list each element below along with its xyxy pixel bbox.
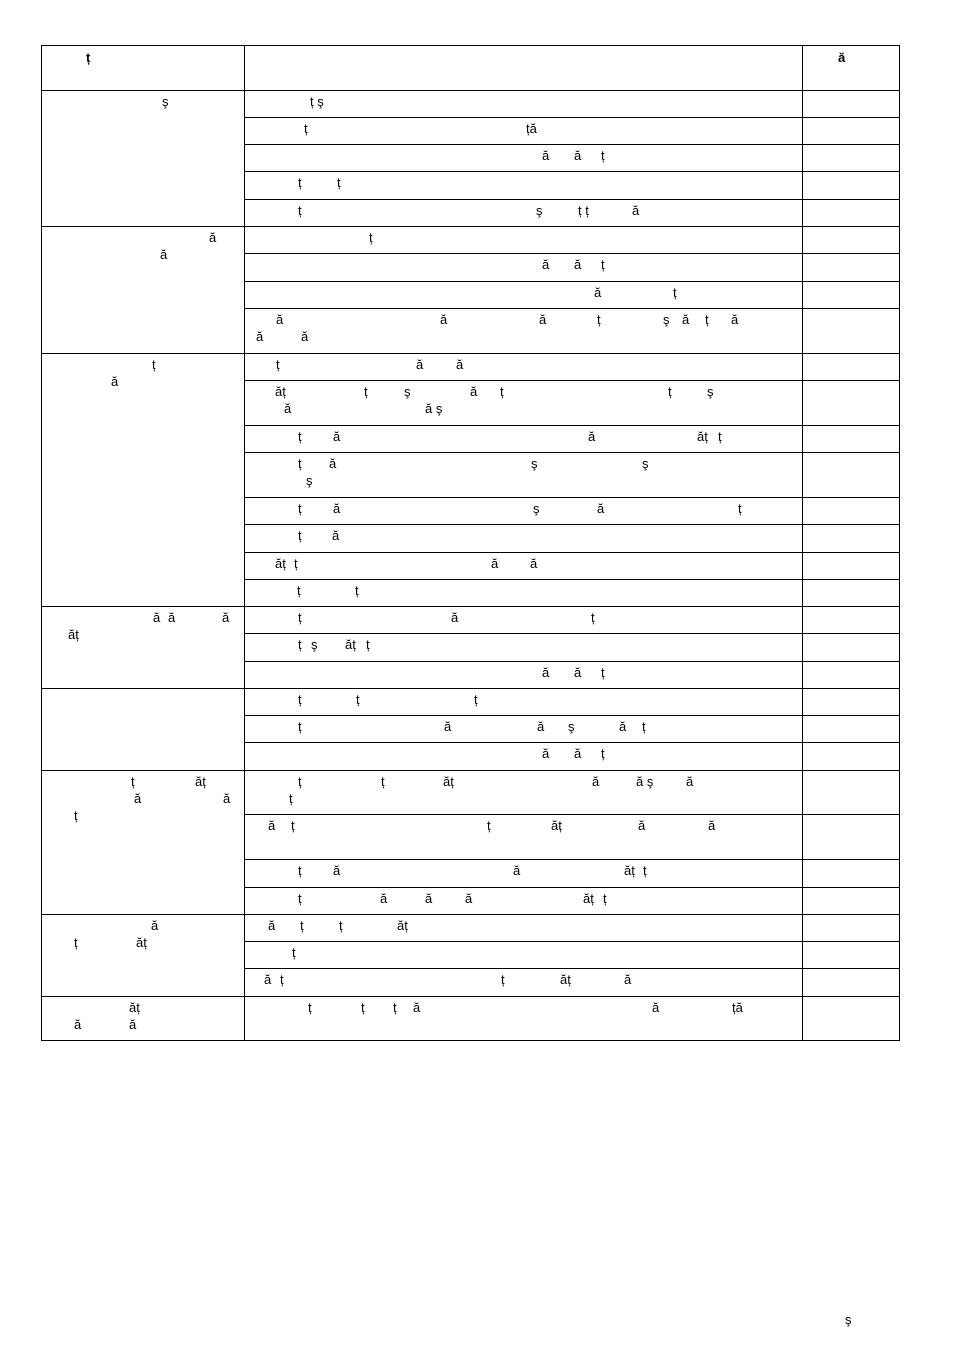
- row-cell-text: ă: [268, 818, 276, 833]
- group-label: ț: [74, 935, 78, 950]
- row-cell-text: ț: [292, 945, 296, 960]
- row-cell-text: ş: [404, 384, 411, 399]
- row-cell-text: ă: [542, 257, 550, 272]
- row-cell-text: ăț: [560, 972, 571, 987]
- row-cell-text: ă: [624, 972, 632, 987]
- row-cell-text: ă: [638, 818, 646, 833]
- row-cell-text: ț: [643, 863, 647, 878]
- row-cell-text: ă: [588, 429, 596, 444]
- table-rule: [41, 606, 900, 607]
- row-cell-text: ă: [530, 556, 538, 571]
- table-rule: [244, 144, 900, 145]
- row-cell-text: ț: [298, 774, 302, 789]
- row-cell-text: ț: [356, 692, 360, 707]
- row-cell-text: ț: [298, 637, 302, 652]
- row-cell-text: ț: [591, 610, 595, 625]
- row-cell-text: ț: [276, 357, 280, 372]
- row-cell-text: ț: [298, 429, 302, 444]
- row-cell-text: ă: [731, 312, 739, 327]
- row-cell-text: ăț: [697, 429, 708, 444]
- group-label: ăț: [68, 627, 79, 642]
- table-rule: [41, 45, 900, 46]
- row-cell-text: ț: [294, 556, 298, 571]
- row-cell-text: ş: [568, 719, 575, 734]
- row-cell-text: ă: [333, 501, 341, 516]
- row-cell-text: ă: [276, 312, 284, 327]
- table-rule: [244, 552, 900, 553]
- table-rule: [244, 715, 900, 716]
- row-cell-text: ă: [425, 891, 433, 906]
- row-cell-text: ț: [298, 501, 302, 516]
- table-rule: [41, 996, 900, 997]
- row-cell-text: ț: [304, 121, 308, 136]
- row-cell-text: ț: [393, 1000, 397, 1015]
- row-cell-text: ă: [632, 203, 640, 218]
- row-cell-text: ă: [597, 501, 605, 516]
- row-cell-text: ş: [306, 473, 313, 488]
- row-cell-text: ă: [542, 746, 550, 761]
- group-label: ăț: [136, 935, 147, 950]
- row-cell-text: ă: [451, 610, 459, 625]
- row-cell-text: ț: [298, 692, 302, 707]
- row-cell-text: ț: [297, 583, 301, 598]
- row-cell-text: ă: [542, 148, 550, 163]
- table-rule: [244, 199, 900, 200]
- group-label: ă: [160, 247, 168, 262]
- group-label: ă: [223, 791, 231, 806]
- table-rule: [41, 688, 900, 689]
- row-cell-text: ț: [601, 257, 605, 272]
- row-cell-text: ț ş: [310, 94, 324, 109]
- group-label: ş: [162, 94, 169, 109]
- row-cell-text: ță: [526, 121, 537, 136]
- row-cell-text: ț: [366, 637, 370, 652]
- row-cell-text: ă: [284, 401, 292, 416]
- table-rule: [244, 380, 900, 381]
- group-label: ăț: [129, 1000, 140, 1015]
- row-cell-text: ț: [298, 203, 302, 218]
- table-rule: [41, 45, 42, 1041]
- row-cell-text: ț: [705, 312, 709, 327]
- row-cell-text: ş: [533, 501, 540, 516]
- row-cell-text: ț: [355, 583, 359, 598]
- table-rule: [244, 524, 900, 525]
- row-cell-text: ț: [298, 456, 302, 471]
- row-cell-text: ă: [592, 774, 600, 789]
- row-cell-text: ă: [440, 312, 448, 327]
- row-cell-text: ă: [513, 863, 521, 878]
- row-cell-text: ă: [465, 891, 473, 906]
- table-rule: [244, 968, 900, 969]
- group-label: ă: [209, 230, 217, 245]
- row-cell-text: ț: [738, 501, 742, 516]
- row-cell-text: ț: [298, 610, 302, 625]
- row-cell-text: ş: [311, 637, 318, 652]
- table-rule: [802, 45, 803, 1041]
- table-rule: [41, 770, 900, 771]
- row-cell-text: ş: [531, 456, 538, 471]
- row-cell-text: ş: [663, 312, 670, 327]
- table-rule: [41, 1040, 900, 1041]
- row-cell-text: ț: [298, 891, 302, 906]
- group-label: ă: [222, 610, 230, 625]
- header-col3: ă: [838, 50, 846, 65]
- row-cell-text: ă: [708, 818, 716, 833]
- table-rule: [244, 579, 900, 580]
- row-cell-text: ț: [300, 918, 304, 933]
- table-rule: [244, 633, 900, 634]
- row-cell-text: ă ş: [636, 774, 654, 789]
- row-cell-text: ă: [413, 1000, 421, 1015]
- row-cell-text: ț: [668, 384, 672, 399]
- row-cell-text: ț: [298, 719, 302, 734]
- row-cell-text: ț: [673, 285, 677, 300]
- row-cell-text: ț: [298, 528, 302, 543]
- table-rule: [244, 497, 900, 498]
- page-number: ş: [845, 1312, 852, 1327]
- table-rule: [244, 425, 900, 426]
- row-cell-text: ăț: [275, 384, 286, 399]
- row-cell-text: ț: [601, 665, 605, 680]
- row-cell-text: ş: [536, 203, 543, 218]
- table-rule: [244, 814, 900, 815]
- row-cell-text: ț: [298, 863, 302, 878]
- row-cell-text: ăț: [345, 637, 356, 652]
- row-cell-text: ță: [732, 1000, 743, 1015]
- group-label: ț: [74, 808, 78, 823]
- row-cell-text: ț: [601, 148, 605, 163]
- row-cell-text: ă: [444, 719, 452, 734]
- row-cell-text: ş: [642, 456, 649, 471]
- table-rule: [244, 887, 900, 888]
- row-cell-text: ă: [470, 384, 478, 399]
- row-cell-text: ț: [487, 818, 491, 833]
- row-cell-text: ț: [298, 175, 302, 190]
- row-cell-text: ț: [718, 429, 722, 444]
- row-cell-text: ț: [601, 746, 605, 761]
- row-cell-text: ț: [280, 972, 284, 987]
- group-label: ă: [129, 1017, 137, 1032]
- group-label: ă: [168, 610, 176, 625]
- row-cell-text: ăț: [624, 863, 635, 878]
- row-cell-text: ă: [264, 972, 272, 987]
- table-rule: [899, 45, 900, 1041]
- row-cell-text: ă: [574, 746, 582, 761]
- row-cell-text: ț: [369, 230, 373, 245]
- row-cell-text: ăț: [275, 556, 286, 571]
- row-cell-text: ț ț: [578, 203, 589, 218]
- group-label: ă: [111, 374, 119, 389]
- row-cell-text: ăț: [583, 891, 594, 906]
- row-cell-text: ț: [337, 175, 341, 190]
- row-cell-text: ă: [652, 1000, 660, 1015]
- row-cell-text: ț: [291, 818, 295, 833]
- row-cell-text: ă: [574, 665, 582, 680]
- row-cell-text: ț: [364, 384, 368, 399]
- group-label: ă: [74, 1017, 82, 1032]
- row-cell-text: ă: [491, 556, 499, 571]
- row-cell-text: ă: [537, 719, 545, 734]
- row-cell-text: ț: [597, 312, 601, 327]
- row-cell-text: ț: [339, 918, 343, 933]
- row-cell-text: ă: [539, 312, 547, 327]
- table-rule: [41, 353, 900, 354]
- row-cell-text: ăț: [397, 918, 408, 933]
- group-label: ț: [152, 357, 156, 372]
- row-cell-text: ă: [380, 891, 388, 906]
- row-cell-text: ă: [574, 148, 582, 163]
- group-label: ă: [134, 791, 142, 806]
- row-cell-text: ă: [619, 719, 627, 734]
- group-label: ț: [131, 774, 135, 789]
- group-label: ă: [153, 610, 161, 625]
- table-rule: [244, 452, 900, 453]
- row-cell-text: ț: [603, 891, 607, 906]
- row-cell-text: ț: [289, 791, 293, 806]
- table-rule: [244, 308, 900, 309]
- row-cell-text: ă: [256, 329, 264, 344]
- row-cell-text: ă: [456, 357, 464, 372]
- table-rule: [244, 253, 900, 254]
- table-rule: [244, 859, 900, 860]
- row-cell-text: ț: [500, 384, 504, 399]
- table-rule: [41, 226, 900, 227]
- row-cell-text: ă: [682, 312, 690, 327]
- table-rule: [244, 171, 900, 172]
- table-rule: [41, 90, 900, 91]
- row-cell-text: ă: [416, 357, 424, 372]
- row-cell-text: ț: [381, 774, 385, 789]
- row-cell-text: ă: [333, 863, 341, 878]
- row-cell-text: ț: [501, 972, 505, 987]
- row-cell-text: ă: [333, 429, 341, 444]
- row-cell-text: ă: [542, 665, 550, 680]
- table-rule: [244, 281, 900, 282]
- row-cell-text: ă: [301, 329, 309, 344]
- row-cell-text: ț: [308, 1000, 312, 1015]
- row-cell-text: ț: [642, 719, 646, 734]
- row-cell-text: ă: [686, 774, 694, 789]
- row-cell-text: ă: [332, 528, 340, 543]
- table-rule: [244, 941, 900, 942]
- row-cell-text: ăț: [443, 774, 454, 789]
- group-label: ă: [151, 918, 159, 933]
- row-cell-text: ă: [594, 285, 602, 300]
- row-cell-text: ț: [361, 1000, 365, 1015]
- table-rule: [244, 117, 900, 118]
- row-cell-text: ă: [268, 918, 276, 933]
- row-cell-text: ăț: [551, 818, 562, 833]
- group-label: ăț: [195, 774, 206, 789]
- table-rule: [244, 661, 900, 662]
- row-cell-text: ă: [574, 257, 582, 272]
- row-cell-text: ă ş: [425, 401, 443, 416]
- row-cell-text: ț: [474, 692, 478, 707]
- table-rule: [244, 742, 900, 743]
- table-rule: [41, 914, 900, 915]
- row-cell-text: ş: [707, 384, 714, 399]
- row-cell-text: ă: [329, 456, 337, 471]
- header-col1: ț: [86, 50, 91, 65]
- table-rule: [244, 45, 245, 1041]
